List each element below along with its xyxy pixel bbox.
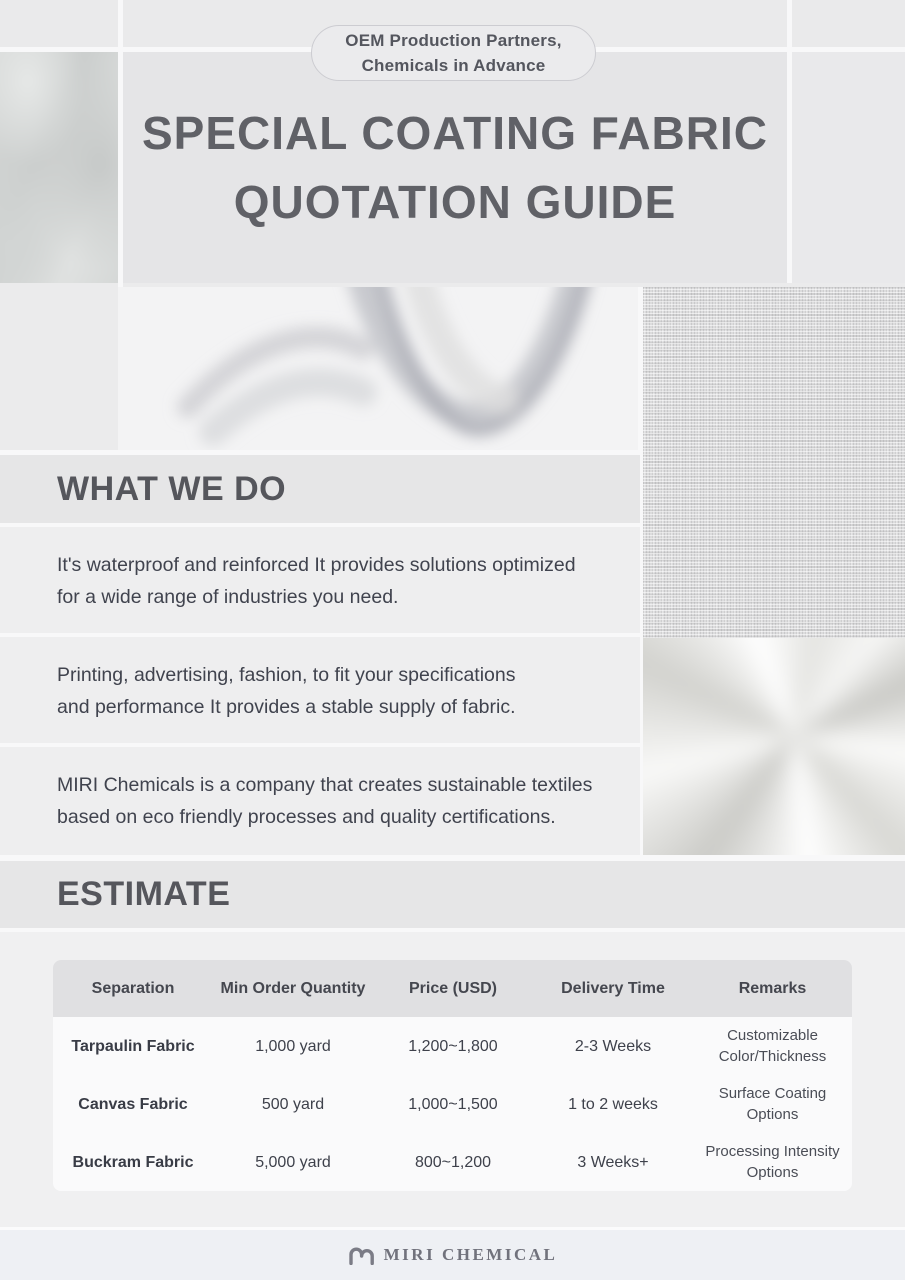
- remarks-line1: Processing Intensity: [705, 1143, 840, 1160]
- page-title-line2: QUOTATION GUIDE: [233, 175, 677, 228]
- cell-min-order: 500 yard: [261, 1095, 325, 1113]
- cell-separation: Buckram Fabric: [72, 1153, 194, 1171]
- cell-separation: Tarpaulin Fabric: [71, 1037, 195, 1055]
- cell-price: 800~1,200: [414, 1153, 492, 1171]
- cell-min-order: 5,000 yard: [255, 1153, 331, 1171]
- column-header-remarks: Remarks: [738, 980, 807, 997]
- remarks-line2: Options: [746, 1164, 799, 1181]
- estimate-heading: ESTIMATE: [57, 875, 231, 913]
- paragraph-3-line2: based on eco friendly processes and quality certifications.: [57, 805, 556, 828]
- remarks-line1: Customizable: [727, 1027, 818, 1044]
- paragraph-block-3: [0, 747, 640, 855]
- cell-remarks: [693, 1133, 852, 1191]
- badge-line1: OEM Production Partners,: [345, 31, 562, 50]
- table-row: [53, 1133, 852, 1191]
- footer: [0, 1230, 905, 1280]
- paragraph-1-line1: It's waterproof and reinforced It provides solutions optimized: [57, 554, 576, 576]
- column-header-delivery: Delivery Time: [561, 980, 665, 997]
- miri-chemical-logo-icon: [348, 1246, 375, 1265]
- footer-brand-name: MIRI CHEMICAL: [383, 1245, 558, 1264]
- cell-remarks: [693, 1017, 852, 1075]
- badge-line2: Chemicals in Advance: [361, 56, 546, 75]
- table-row: [53, 1075, 852, 1133]
- top-right-grid-cell: [792, 52, 905, 283]
- paragraph-3-line1: MIRI Chemicals is a company that creates sustainable textiles: [57, 774, 593, 796]
- table-header-row: [53, 960, 852, 1017]
- swirled-white-fabric-photo: [643, 638, 905, 858]
- column-header-price: Price (USD): [408, 980, 498, 997]
- paragraph-2-line1: Printing, advertising, fashion, to fit your specifications: [57, 664, 516, 686]
- cell-delivery: 3 Weeks+: [577, 1153, 649, 1171]
- paragraph-block-1: [0, 527, 640, 633]
- estimate-band: [0, 861, 905, 928]
- remarks-line2: Color/Thickness: [718, 1048, 827, 1065]
- column-header-separation: Separation: [91, 980, 175, 997]
- cell-price: 1,200~1,800: [408, 1037, 498, 1055]
- paragraph-2-line2: and performance It provides a stable supply of fabric.: [57, 695, 516, 718]
- title-block: [123, 52, 787, 283]
- quotation-table: [53, 960, 852, 1191]
- woven-canvas-texture-photo: [643, 287, 905, 638]
- cell-price: 1,000~1,500: [408, 1095, 498, 1113]
- cell-separation: Canvas Fabric: [78, 1095, 188, 1113]
- what-we-do-heading: WHAT WE DO: [57, 469, 287, 508]
- cell-delivery: 1 to 2 weeks: [568, 1095, 658, 1113]
- header-badge: [311, 25, 596, 81]
- table-row: [53, 1017, 852, 1075]
- page-title-line1: SPECIAL COATING FABRIC: [142, 106, 768, 159]
- cell-remarks: [693, 1075, 852, 1133]
- flowing-sheer-fabric-photo: [118, 287, 643, 450]
- remarks-line2: Options: [746, 1106, 799, 1123]
- soft-fabric-texture-photo: [0, 52, 118, 283]
- what-we-do-band: [0, 455, 640, 523]
- cell-min-order: 1,000 yard: [255, 1037, 331, 1055]
- paragraph-1-line2: for a wide range of industries you need.: [57, 585, 399, 608]
- cell-delivery: 2-3 Weeks: [574, 1037, 652, 1055]
- paragraph-block-2: [0, 637, 640, 743]
- remarks-line1: Surface Coating: [718, 1085, 827, 1102]
- column-header-min-order: Min Order Quantity: [220, 980, 366, 997]
